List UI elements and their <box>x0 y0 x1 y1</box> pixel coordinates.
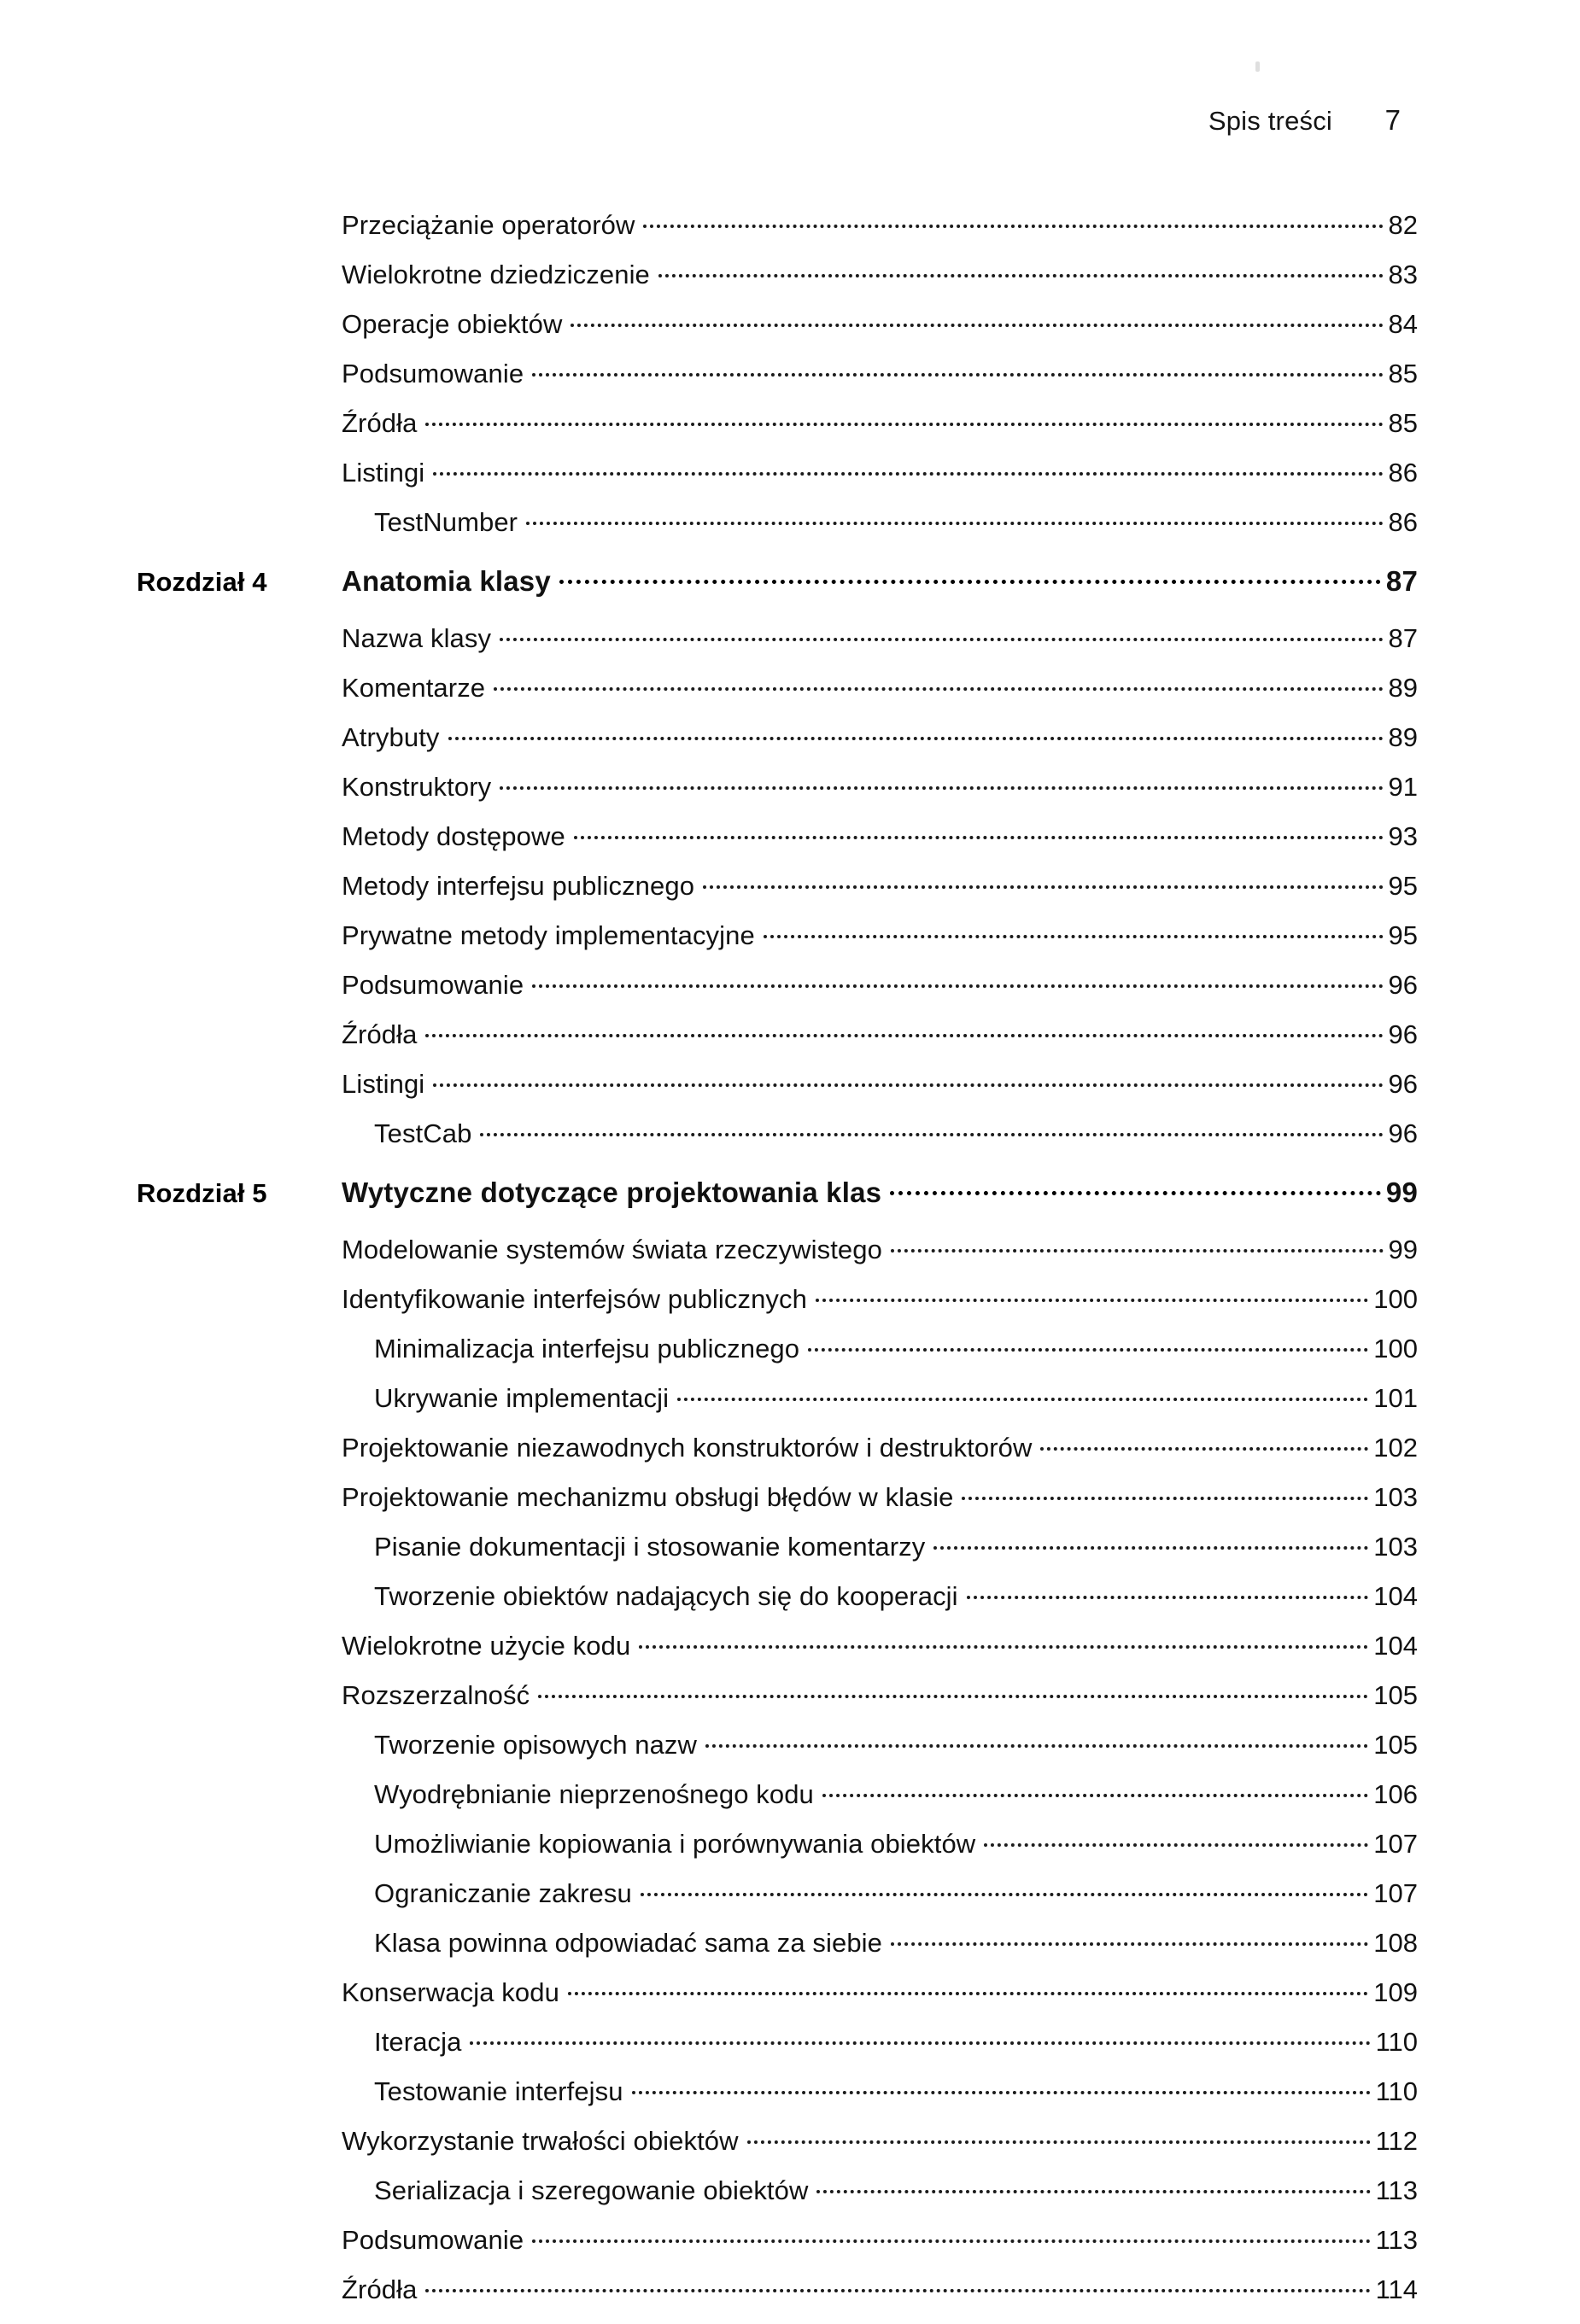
toc-entry[interactable] <box>342 260 1418 290</box>
toc-entry-title: Metody interfejsu publicznego <box>342 871 695 901</box>
toc-dot-leader <box>480 1133 1383 1136</box>
toc-entry[interactable] <box>342 210 1418 241</box>
toc-dot-leader <box>574 836 1384 839</box>
toc-entry-page: 86 <box>1388 458 1418 488</box>
toc-chapter-label: Rozdział 4 <box>137 567 267 597</box>
toc-entry-title: Metody dostępowe <box>342 821 565 851</box>
toc-entry-page: 112 <box>1375 2126 1418 2156</box>
toc-entry[interactable] <box>342 2076 1418 2107</box>
toc-entry-row[interactable] <box>137 1019 1418 1066</box>
toc-entry-row[interactable] <box>137 458 1418 504</box>
toc-entry-row[interactable] <box>137 1118 1418 1165</box>
toc-entry-title: Modelowanie systemów świata rzeczywistego <box>342 1235 882 1264</box>
toc-entry-row[interactable] <box>137 1730 1418 1776</box>
toc-entry-page: 87 <box>1385 565 1418 597</box>
toc-entry-page: 107 <box>1373 1878 1418 1908</box>
toc-entry-page: 105 <box>1373 1680 1418 1710</box>
toc-entry-page: 103 <box>1373 1532 1418 1562</box>
toc-entry[interactable] <box>342 2126 1418 2157</box>
toc-entry[interactable] <box>342 673 1418 704</box>
toc-entry-title: Wyodrębnianie nieprzenośnego kodu <box>374 1779 814 1809</box>
toc-entry-page: 106 <box>1373 1779 1418 1809</box>
toc-dot-leader <box>658 274 1384 277</box>
toc-dot-leader <box>1040 1447 1368 1451</box>
toc-dot-leader <box>538 1695 1368 1698</box>
toc-entry[interactable] <box>342 970 1418 1001</box>
toc-entry-row[interactable] <box>137 920 1418 966</box>
toc-entry-page: 99 <box>1388 1235 1418 1264</box>
toc-entry[interactable] <box>342 1581 1418 1612</box>
toc-dot-leader <box>500 638 1383 641</box>
toc-dot-leader <box>816 1299 1368 1302</box>
toc-entry-row[interactable] <box>137 1482 1418 1528</box>
toc-entry-row[interactable] <box>137 1928 1418 1974</box>
toc-dot-leader <box>532 984 1383 988</box>
toc-dot-leader <box>568 1992 1368 1995</box>
toc-dot-leader <box>425 2289 1370 2292</box>
toc-entry[interactable] <box>342 772 1418 803</box>
toc-entry-page: 95 <box>1388 920 1418 950</box>
toc-entry[interactable] <box>342 1069 1418 1100</box>
toc-entry[interactable] <box>342 871 1418 902</box>
scan-artifact <box>1255 61 1260 72</box>
toc-entry-title: Wielokrotne dziedziczenie <box>342 260 650 289</box>
toc-dot-leader <box>526 522 1383 525</box>
toc-dot-leader <box>703 885 1383 889</box>
toc-entry-title: Źródła <box>342 2274 418 2304</box>
running-head <box>1208 104 1401 137</box>
toc-entry[interactable] <box>342 1928 1418 1959</box>
running-head-title: Spis treści <box>1208 106 1332 136</box>
toc-entry-row[interactable] <box>137 1779 1418 1825</box>
toc-dot-leader <box>890 1191 1381 1195</box>
toc-entry-page: 103 <box>1373 1482 1418 1512</box>
toc-entry-row[interactable] <box>137 821 1418 867</box>
toc-entry-page: 86 <box>1388 507 1418 537</box>
toc-entry-page: 89 <box>1388 722 1418 752</box>
toc-entry-row[interactable] <box>137 871 1418 917</box>
toc-entry-page: 109 <box>1373 1977 1418 2007</box>
toc-entry-row[interactable] <box>137 2274 1418 2321</box>
toc-entry-page: 114 <box>1375 2274 1418 2304</box>
toc-entry[interactable] <box>342 1878 1418 1909</box>
toc-entry-page: 105 <box>1373 1730 1418 1760</box>
toc-entry-row[interactable] <box>137 1235 1418 1281</box>
toc-dot-leader <box>500 786 1383 790</box>
toc-entry-title: Testowanie interfejsu <box>374 2076 623 2106</box>
toc-entry-page: 100 <box>1373 1334 1418 1363</box>
toc-entry[interactable] <box>342 2027 1418 2058</box>
toc-entry-title: Podsumowanie <box>342 359 524 388</box>
toc-entry-page: 110 <box>1375 2027 1418 2057</box>
toc-entry-row[interactable] <box>137 1977 1418 2023</box>
toc-entry-title: Źródła <box>342 408 418 438</box>
toc-entry-title: Klasa powinna odpowiadać sama za siebie <box>374 1928 882 1958</box>
toc-entry-row[interactable] <box>137 2076 1418 2123</box>
toc-entry-row[interactable] <box>137 1532 1418 1578</box>
toc-entry-row[interactable] <box>137 309 1418 355</box>
toc-entry-title: Serializacja i szeregowanie obiektów <box>374 2175 809 2205</box>
toc-dot-leader <box>425 1034 1383 1037</box>
toc-entry-page: 96 <box>1388 1019 1418 1049</box>
toc-entry-title: Wielokrotne użycie kodu <box>342 1631 631 1661</box>
toc-entry[interactable] <box>342 1433 1418 1463</box>
toc-entry[interactable] <box>342 1383 1418 1414</box>
toc-entry-page: 96 <box>1388 1118 1418 1148</box>
toc-entry-row[interactable] <box>137 772 1418 818</box>
toc-entry-title: Listingi <box>342 458 425 488</box>
toc-entry-row[interactable] <box>137 260 1418 306</box>
toc-dot-leader <box>764 935 1384 938</box>
toc-entry[interactable] <box>342 1235 1418 1265</box>
toc-chapter-label: Rozdział 5 <box>137 1178 267 1208</box>
toc-dot-leader <box>448 737 1384 740</box>
toc-entry[interactable] <box>342 309 1418 340</box>
toc-entry-page: 85 <box>1388 359 1418 388</box>
toc-entry[interactable] <box>342 623 1418 654</box>
toc-entry-page: 89 <box>1388 673 1418 703</box>
toc-chapter-row[interactable] <box>137 565 1418 611</box>
toc-dot-leader <box>933 1546 1368 1550</box>
toc-entry-row[interactable] <box>137 2126 1418 2172</box>
toc-entry-row[interactable] <box>137 2175 1418 2222</box>
toc-dot-leader <box>532 2239 1370 2243</box>
toc-dot-leader <box>433 472 1383 476</box>
toc-entry[interactable] <box>342 821 1418 852</box>
toc-entry-row[interactable] <box>137 507 1418 553</box>
toc-entry-title: Komentarze <box>342 673 486 703</box>
toc-entry-page: 96 <box>1388 970 1418 1000</box>
toc-entry-title: TestNumber <box>374 507 518 537</box>
toc-entry[interactable] <box>342 1284 1418 1315</box>
toc-entry[interactable] <box>342 1977 1418 2008</box>
toc-entry-title: Nazwa klasy <box>342 623 492 653</box>
toc-entry-title: Tworzenie opisowych nazw <box>374 1730 698 1760</box>
toc-chapter-row[interactable] <box>137 1177 1418 1223</box>
toc-entry[interactable] <box>342 1730 1418 1761</box>
toc-entry-title: Ograniczanie zakresu <box>374 1878 632 1908</box>
toc-entry-row[interactable] <box>137 722 1418 768</box>
toc-entry-page: 102 <box>1373 1433 1418 1463</box>
toc-entry[interactable] <box>342 1829 1418 1860</box>
toc-entry-row[interactable] <box>137 1383 1418 1429</box>
toc-entry-title: Tworzenie obiektów nadających się do kooperacji <box>374 1581 958 1611</box>
toc-entry-page: 91 <box>1388 772 1418 802</box>
toc-entry-page: 100 <box>1373 1284 1418 1314</box>
toc-entry-title: Projektowanie mechanizmu obsługi błędów w klasie <box>342 1482 954 1512</box>
toc-entry-page: 87 <box>1388 623 1418 653</box>
toc-entry-row[interactable] <box>137 210 1418 256</box>
toc-dot-leader <box>705 1744 1368 1748</box>
toc-entry[interactable] <box>342 722 1418 753</box>
toc-entry-page: 113 <box>1375 2175 1418 2205</box>
toc-entry-title: Projektowanie niezawodnych konstruktorów i destruktorów <box>342 1433 1033 1463</box>
toc-dot-leader <box>891 1942 1368 1946</box>
toc-entry-title: Przeciążanie operatorów <box>342 210 635 240</box>
toc-entry[interactable] <box>342 1532 1418 1562</box>
page-number: 7 <box>1384 104 1401 136</box>
toc-entry[interactable] <box>342 1482 1418 1513</box>
toc-entry-title: Atrybuty <box>342 722 440 752</box>
toc-entry-page: 84 <box>1388 309 1418 339</box>
toc-entry-title: Źródła <box>342 1019 418 1049</box>
toc-entry-row[interactable] <box>137 1069 1418 1115</box>
toc-entry-title: Prywatne metody implementacyjne <box>342 920 755 950</box>
toc-entry[interactable] <box>342 1779 1418 1810</box>
toc-entry[interactable] <box>342 1680 1418 1711</box>
toc-entry[interactable] <box>342 565 1418 598</box>
toc-entry-title: Podsumowanie <box>342 970 524 1000</box>
toc-entry-page: 113 <box>1375 2225 1418 2255</box>
toc-entry-title: Operacje obiektów <box>342 309 563 339</box>
toc-dot-leader <box>425 423 1383 426</box>
toc-entry-title: Minimalizacja interfejsu publicznego <box>374 1334 800 1363</box>
toc-entry-page: 83 <box>1388 260 1418 289</box>
toc-dot-leader <box>643 225 1383 228</box>
toc-entry-title: Wykorzystanie trwałości obiektów <box>342 2126 739 2156</box>
toc-entry-row[interactable] <box>137 673 1418 719</box>
toc-entry-title: Umożliwianie kopiowania i porównywania obiektów <box>374 1829 976 1859</box>
toc-dot-leader <box>433 1083 1383 1087</box>
toc-entry-row[interactable] <box>137 359 1418 405</box>
toc-dot-leader <box>571 324 1383 327</box>
toc-entry[interactable] <box>342 2225 1418 2256</box>
toc-entry-page: 101 <box>1373 1383 1418 1413</box>
toc-dot-leader <box>984 1843 1368 1847</box>
toc-entry-page: 104 <box>1373 1581 1418 1611</box>
toc-entry[interactable] <box>342 1177 1418 1209</box>
toc-entry-title: Ukrywanie implementacji <box>374 1383 670 1413</box>
toc-entry-row[interactable] <box>137 2225 1418 2271</box>
toc-entry[interactable] <box>342 920 1418 951</box>
toc-dot-leader <box>532 373 1383 377</box>
toc-entry-title: Iteracja <box>374 2027 462 2057</box>
toc-entry-title: TestCab <box>374 1118 472 1148</box>
toc-entry-row[interactable] <box>137 1284 1418 1330</box>
toc-dot-leader <box>816 2190 1370 2193</box>
toc-entry-title: Rozszerzalność <box>342 1680 530 1710</box>
toc-dot-leader <box>632 2091 1371 2094</box>
toc-entry[interactable] <box>342 1019 1418 1050</box>
toc-entry[interactable] <box>342 1334 1418 1364</box>
toc-entry-title: Podsumowanie <box>342 2225 524 2255</box>
toc-dot-leader <box>962 1497 1368 1500</box>
toc-entry-title: Anatomia klasy <box>342 565 551 597</box>
toc-entry-row[interactable] <box>137 623 1418 669</box>
toc-entry[interactable] <box>342 2274 1418 2305</box>
toc-entry-page: 93 <box>1388 821 1418 851</box>
toc-entry-title: Listingi <box>342 1069 425 1099</box>
toc-entry-row[interactable] <box>137 408 1418 454</box>
toc-entry[interactable] <box>342 2175 1418 2206</box>
toc-entry-page: 108 <box>1373 1928 1418 1958</box>
toc-dot-leader <box>967 1596 1369 1599</box>
toc-entry-title: Konserwacja kodu <box>342 1977 559 2007</box>
toc-entry-page: 107 <box>1373 1829 1418 1859</box>
toc-entry-row[interactable] <box>137 1631 1418 1677</box>
toc-entry-page: 110 <box>1375 2076 1418 2106</box>
toc-entry-page: 95 <box>1388 871 1418 901</box>
toc-entry[interactable] <box>342 507 1418 538</box>
toc-entry-row[interactable] <box>137 1334 1418 1380</box>
toc-entry[interactable] <box>342 458 1418 488</box>
toc-entry-row[interactable] <box>137 2027 1418 2073</box>
toc-entry-title: Wytyczne dotyczące projektowania klas <box>342 1177 882 1208</box>
toc-entry-row[interactable] <box>137 1878 1418 1924</box>
toc-dot-leader <box>559 580 1381 584</box>
toc-dot-leader <box>822 1794 1368 1797</box>
toc-dot-leader <box>808 1348 1368 1352</box>
toc-entry[interactable] <box>342 1631 1418 1661</box>
toc-entry-page: 99 <box>1385 1177 1418 1208</box>
toc-entry-title: Konstruktory <box>342 772 492 802</box>
toc-entry-row[interactable] <box>137 1829 1418 1875</box>
toc-entry-page: 85 <box>1388 408 1418 438</box>
toc-entry-page: 104 <box>1373 1631 1418 1661</box>
toc-dot-leader <box>891 1249 1384 1253</box>
toc-entry-row[interactable] <box>137 1680 1418 1726</box>
toc-dot-leader <box>494 687 1383 691</box>
toc-entry-page: 96 <box>1388 1069 1418 1099</box>
toc-entry-row[interactable] <box>137 970 1418 1016</box>
toc-entry-row[interactable] <box>137 1433 1418 1479</box>
toc-entry-page: 82 <box>1388 210 1418 240</box>
toc-dot-leader <box>470 2041 1370 2045</box>
toc-dot-leader <box>639 1645 1368 1649</box>
toc-dot-leader <box>641 1893 1368 1896</box>
toc-entry[interactable] <box>342 359 1418 389</box>
toc-entry[interactable] <box>342 1118 1418 1149</box>
toc-entry-title: Identyfikowanie interfejsów publicznych <box>342 1284 807 1314</box>
toc-entry-title: Pisanie dokumentacji i stosowanie komentarzy <box>374 1532 926 1562</box>
toc-dot-leader <box>747 2140 1371 2144</box>
toc-entry-row[interactable] <box>137 1581 1418 1627</box>
table-of-contents <box>137 210 1418 2324</box>
toc-dot-leader <box>677 1398 1368 1401</box>
toc-entry[interactable] <box>342 408 1418 439</box>
